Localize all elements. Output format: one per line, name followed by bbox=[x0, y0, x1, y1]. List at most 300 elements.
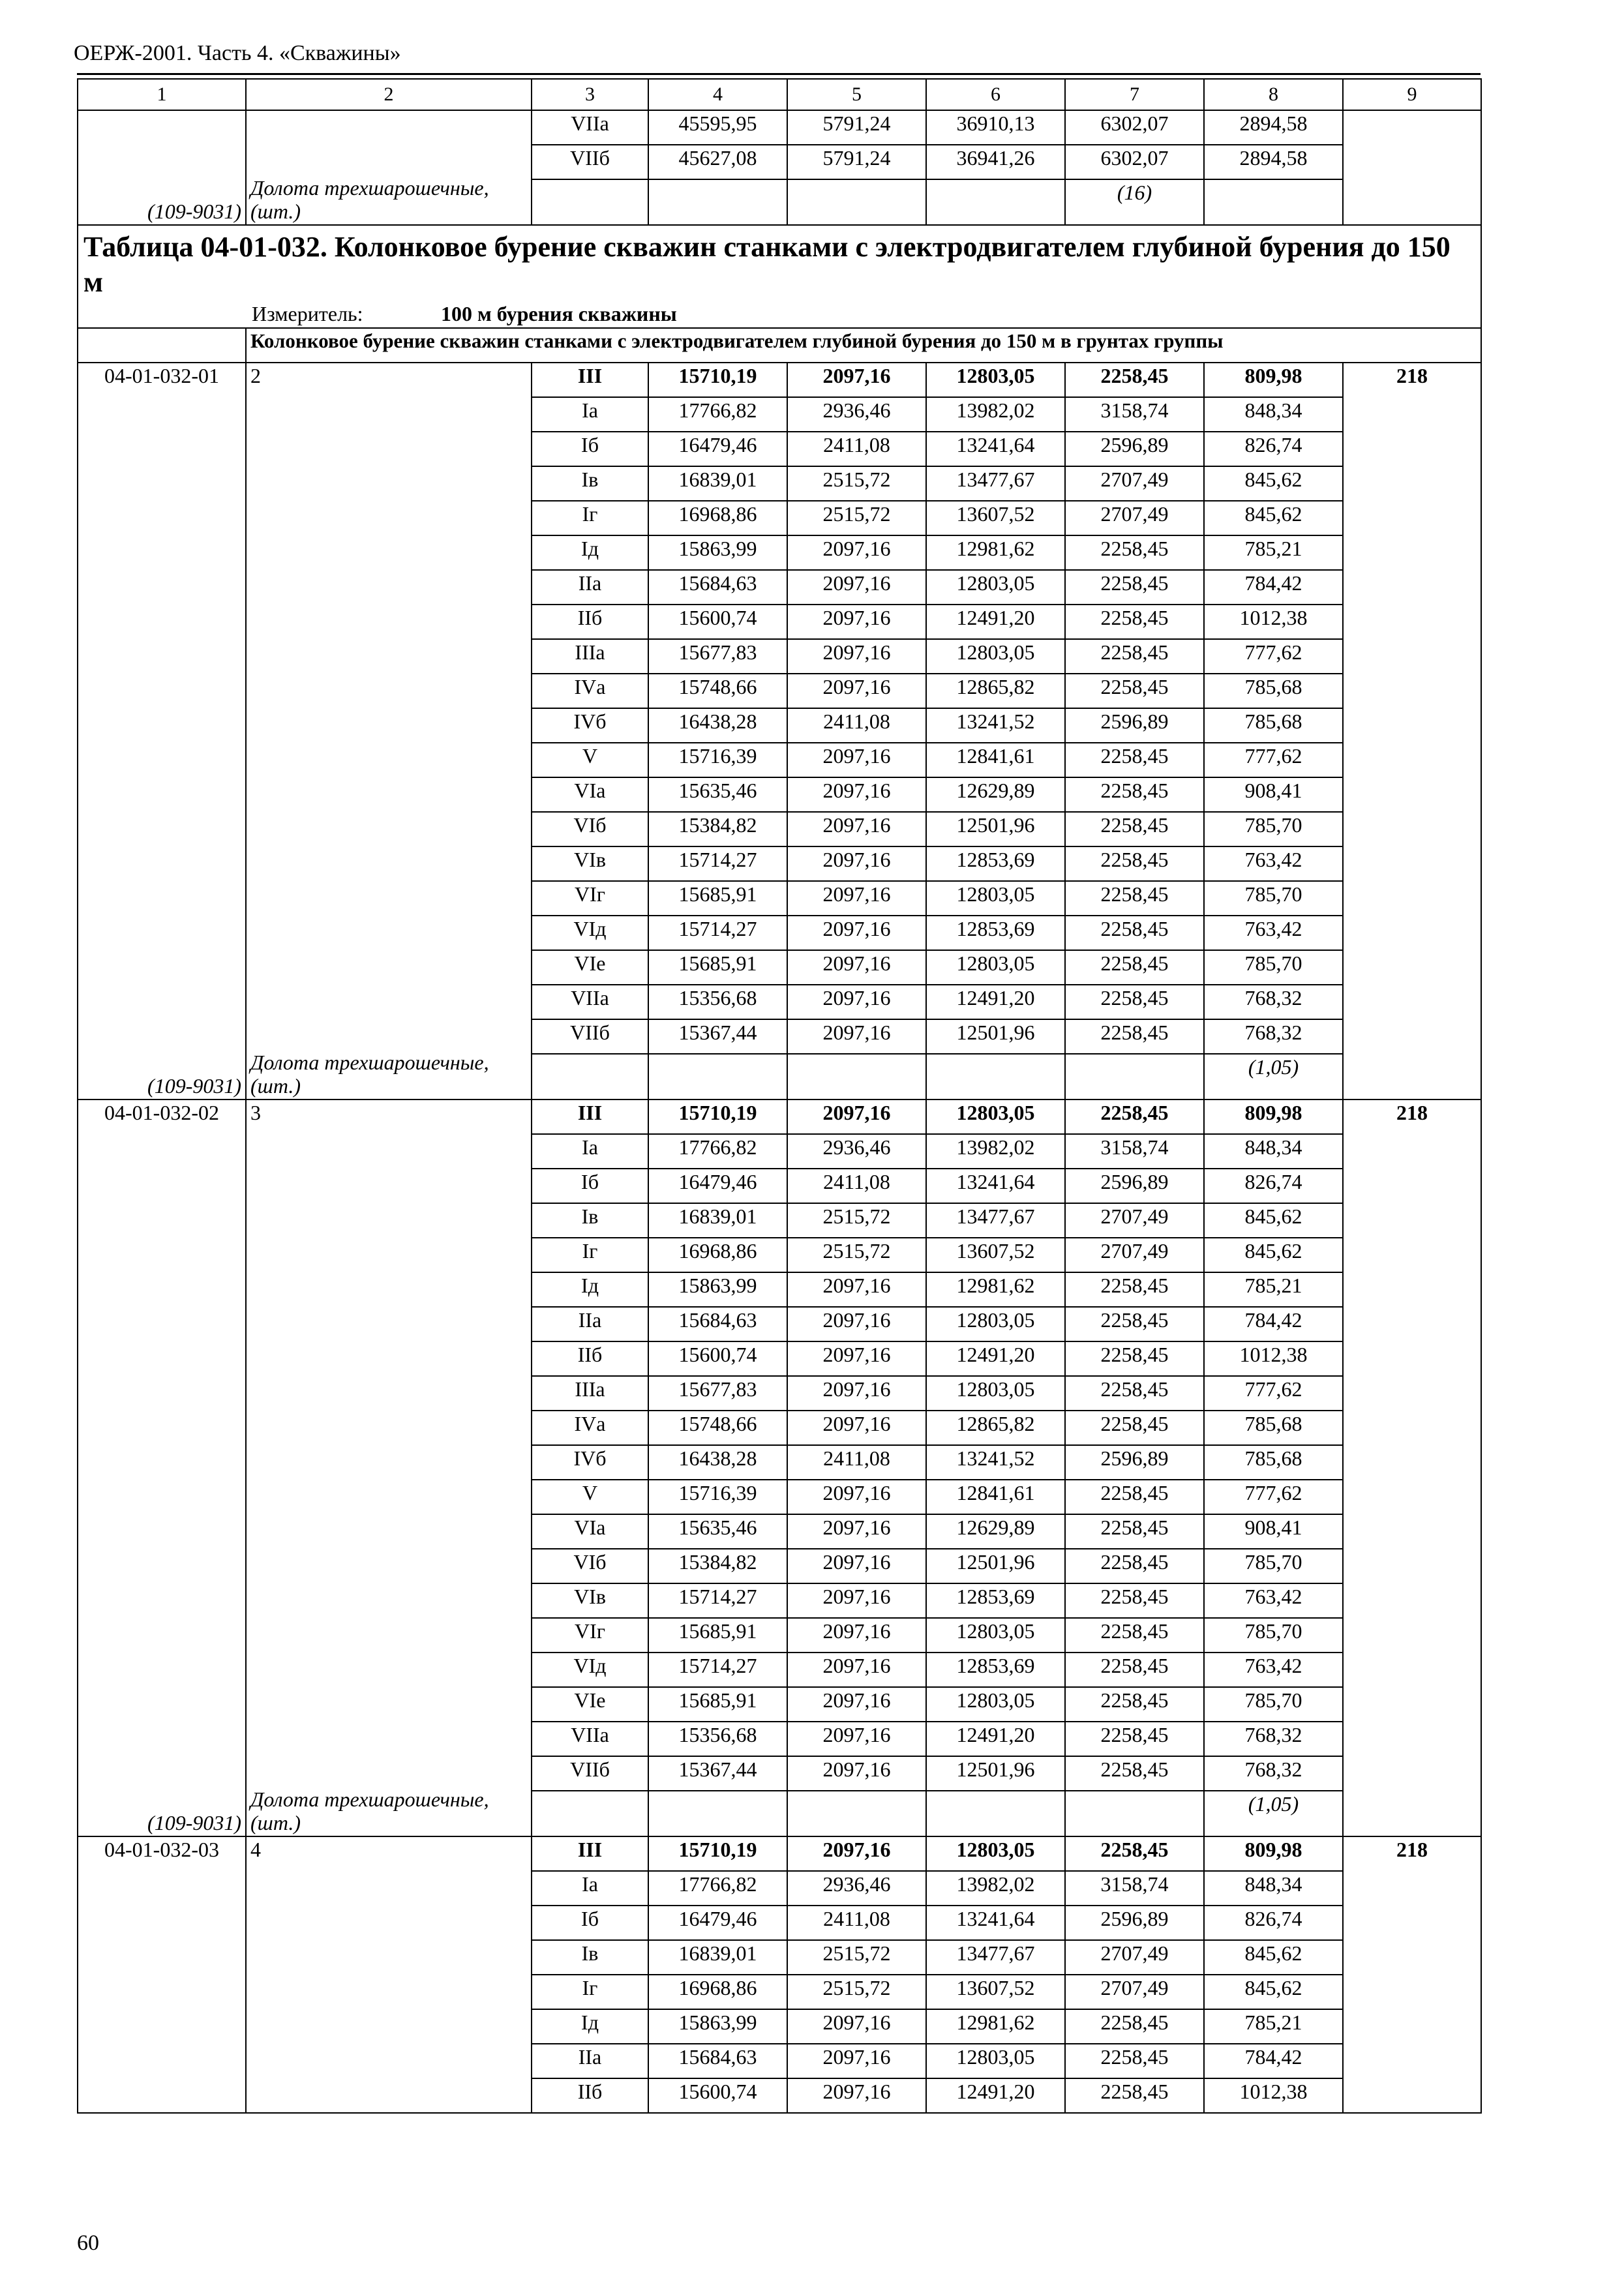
table-meter bbox=[78, 301, 1481, 328]
rate-code: 04-01-032-02 (109-9031) bbox=[78, 1100, 246, 1836]
value-cell: 15684,63 bbox=[648, 2044, 787, 2078]
value-cell: 2258,45 bbox=[1065, 2009, 1204, 2044]
rates-table bbox=[77, 78, 1482, 2114]
material-name: Долота трехшарошечные, (шт.) bbox=[250, 176, 489, 223]
value-cell: 16968,86 bbox=[648, 1238, 787, 1272]
value-cell: 2097,16 bbox=[787, 2078, 926, 2113]
value-cell: 12501,96 bbox=[926, 1019, 1065, 1054]
value-cell: 848,34 bbox=[1204, 397, 1343, 432]
value-cell: 16839,01 bbox=[648, 466, 787, 501]
value-cell: 12803,05 bbox=[926, 363, 1065, 397]
value-cell: 12981,62 bbox=[926, 1272, 1065, 1307]
value-cell: 845,62 bbox=[1204, 1203, 1343, 1238]
value-cell: 2258,45 bbox=[1065, 570, 1204, 605]
value-cell: 2936,46 bbox=[787, 1871, 926, 1906]
soil-group: VIе bbox=[532, 1687, 648, 1722]
value-cell: 2411,08 bbox=[787, 1169, 926, 1203]
value-cell: 2097,16 bbox=[787, 2044, 926, 2078]
material-empty-cell bbox=[1065, 1054, 1204, 1100]
carryover-name-cell bbox=[246, 110, 532, 225]
value-cell: 2258,45 bbox=[1065, 363, 1204, 397]
soil-group: VIIа bbox=[532, 110, 648, 145]
value-cell: 763,42 bbox=[1204, 1653, 1343, 1687]
table-meter-row bbox=[78, 301, 1481, 328]
value-cell: 2097,16 bbox=[787, 1411, 926, 1445]
material-empty-cell bbox=[926, 1791, 1065, 1836]
value-cell: 763,42 bbox=[1204, 916, 1343, 950]
column-number-row bbox=[78, 79, 1481, 110]
value-cell: 785,70 bbox=[1204, 1549, 1343, 1583]
soil-group: Iг bbox=[532, 1975, 648, 2009]
value-cell: 777,62 bbox=[1204, 743, 1343, 777]
value-cell: 2097,16 bbox=[787, 1756, 926, 1791]
value-cell: 809,98 bbox=[1204, 1100, 1343, 1134]
soil-group: Iа bbox=[532, 1871, 648, 1906]
soil-group: VIв bbox=[532, 1583, 648, 1618]
value-cell: 12491,20 bbox=[926, 2078, 1065, 2113]
value-cell: 785,70 bbox=[1204, 1687, 1343, 1722]
value-cell: 12629,89 bbox=[926, 1514, 1065, 1549]
value-cell: 12803,05 bbox=[926, 1100, 1065, 1134]
carryover-code-cell bbox=[78, 110, 246, 225]
soil-group: VIд bbox=[532, 916, 648, 950]
material-empty-cell bbox=[648, 1054, 787, 1100]
value-cell: 2097,16 bbox=[787, 950, 926, 985]
value-cell: 13477,67 bbox=[926, 1203, 1065, 1238]
soil-group: VIа bbox=[532, 777, 648, 812]
value-cell: 13241,64 bbox=[926, 1169, 1065, 1203]
value-cell: 784,42 bbox=[1204, 1307, 1343, 1341]
value-cell: 2596,89 bbox=[1065, 1906, 1204, 1940]
value-cell: 785,68 bbox=[1204, 1445, 1343, 1480]
column-number: 4 bbox=[648, 79, 787, 110]
value-cell: 17766,82 bbox=[648, 1134, 787, 1169]
value-cell: 12803,05 bbox=[926, 1376, 1065, 1411]
value-cell: 3158,74 bbox=[1065, 1871, 1204, 1906]
value-cell: 12491,20 bbox=[926, 985, 1065, 1019]
value-cell: 768,32 bbox=[1204, 1019, 1343, 1054]
value-cell: 15367,44 bbox=[648, 1756, 787, 1791]
soil-group: IIIа bbox=[532, 639, 648, 674]
value-cell: 2258,45 bbox=[1065, 1272, 1204, 1307]
value-cell: 16479,46 bbox=[648, 1906, 787, 1940]
value-cell: 848,34 bbox=[1204, 1134, 1343, 1169]
value-cell: 15685,91 bbox=[648, 1687, 787, 1722]
value-cell: 2258,45 bbox=[1065, 1514, 1204, 1549]
column-number: 5 bbox=[787, 79, 926, 110]
value-cell: 2707,49 bbox=[1065, 466, 1204, 501]
soil-group: VIб bbox=[532, 1549, 648, 1583]
value-cell: 12865,82 bbox=[926, 674, 1065, 708]
value-cell: 809,98 bbox=[1204, 363, 1343, 397]
value-cell: 16479,46 bbox=[648, 1169, 787, 1203]
soil-group: VIб bbox=[532, 812, 648, 846]
value-cell: 2411,08 bbox=[787, 1445, 926, 1480]
value-cell: 13241,64 bbox=[926, 432, 1065, 466]
value-cell: 2097,16 bbox=[787, 1618, 926, 1653]
value-cell: 2258,45 bbox=[1065, 674, 1204, 708]
soil-group: VIе bbox=[532, 950, 648, 985]
soil-group: IVб bbox=[532, 708, 648, 743]
value-cell: 768,32 bbox=[1204, 1756, 1343, 1791]
value-cell: 15684,63 bbox=[648, 570, 787, 605]
table-title: Таблица 04-01-032. Колонковое бурение скважин станками с электродвигателем глубиной бурения до 150 м bbox=[78, 225, 1481, 301]
value-cell: 845,62 bbox=[1204, 1940, 1343, 1975]
value-cell: 12981,62 bbox=[926, 535, 1065, 570]
value-cell: 2097,16 bbox=[787, 1272, 926, 1307]
value-cell: 2258,45 bbox=[1065, 916, 1204, 950]
group-number: 2 Долота трехшарошечные, (шт.) bbox=[246, 363, 532, 1100]
soil-group: VIг bbox=[532, 1618, 648, 1653]
value-cell: 2258,45 bbox=[1065, 1411, 1204, 1445]
value-cell: 2258,45 bbox=[1065, 605, 1204, 639]
value-cell: 15710,19 bbox=[648, 363, 787, 397]
value-cell: 15863,99 bbox=[648, 1272, 787, 1307]
value-cell: 2097,16 bbox=[787, 1100, 926, 1134]
group-header-row bbox=[78, 328, 1481, 363]
value-cell: 2097,16 bbox=[787, 1514, 926, 1549]
value-cell: 2097,16 bbox=[787, 1583, 926, 1618]
value-cell: 45595,95 bbox=[648, 110, 787, 145]
value-cell: 15356,68 bbox=[648, 1722, 787, 1756]
material-empty-cell bbox=[532, 1054, 648, 1100]
value-cell: 15685,91 bbox=[648, 950, 787, 985]
soil-group: Iд bbox=[532, 1272, 648, 1307]
value-cell: 1012,38 bbox=[1204, 1341, 1343, 1376]
value-cell: 15714,27 bbox=[648, 846, 787, 881]
section-main-row bbox=[78, 1100, 1481, 1134]
value-cell: 13241,64 bbox=[926, 1906, 1065, 1940]
material-empty-cell bbox=[1065, 1791, 1204, 1836]
value-cell: 845,62 bbox=[1204, 501, 1343, 535]
column-number: 8 bbox=[1204, 79, 1343, 110]
soil-group: IIа bbox=[532, 570, 648, 605]
soil-group: Iа bbox=[532, 397, 648, 432]
value-cell: 2097,16 bbox=[787, 1480, 926, 1514]
value-cell: 2097,16 bbox=[787, 777, 926, 812]
value-cell: 785,21 bbox=[1204, 2009, 1343, 2044]
value-cell: 15714,27 bbox=[648, 1653, 787, 1687]
value-cell: 12501,96 bbox=[926, 1549, 1065, 1583]
value-cell: 12803,05 bbox=[926, 881, 1065, 916]
value-cell: 16968,86 bbox=[648, 501, 787, 535]
value-cell: 809,98 bbox=[1204, 1836, 1343, 1871]
rate-code: 04-01-032-03 bbox=[78, 1836, 246, 2113]
material-qty: (1,05) bbox=[1204, 1054, 1343, 1100]
value-cell: 2258,45 bbox=[1065, 1376, 1204, 1411]
material-empty-cell bbox=[926, 179, 1065, 225]
value-cell: 845,62 bbox=[1204, 1975, 1343, 2009]
soil-group: IIб bbox=[532, 1341, 648, 1376]
soil-group: VIг bbox=[532, 881, 648, 916]
value-cell: 2258,45 bbox=[1065, 950, 1204, 985]
value-cell: 2258,45 bbox=[1065, 2078, 1204, 2113]
value-cell: 2258,45 bbox=[1065, 1722, 1204, 1756]
value-cell: 15685,91 bbox=[648, 1618, 787, 1653]
value-cell: 2707,49 bbox=[1065, 1975, 1204, 2009]
material-empty-cell bbox=[532, 1791, 648, 1836]
material-name: Долота трехшарошечные, (шт.) bbox=[250, 1051, 489, 1098]
value-cell: 1012,38 bbox=[1204, 605, 1343, 639]
value-cell: 2097,16 bbox=[787, 1019, 926, 1054]
value-cell: 15863,99 bbox=[648, 2009, 787, 2044]
value-cell: 12853,69 bbox=[926, 1583, 1065, 1618]
value-cell: 2258,45 bbox=[1065, 639, 1204, 674]
value-cell: 2097,16 bbox=[787, 985, 926, 1019]
value-cell: 785,70 bbox=[1204, 881, 1343, 916]
column-number: 6 bbox=[926, 79, 1065, 110]
value-cell: 2097,16 bbox=[787, 812, 926, 846]
value-cell: 2097,16 bbox=[787, 846, 926, 881]
value-cell: 15635,46 bbox=[648, 777, 787, 812]
value-cell: 2097,16 bbox=[787, 916, 926, 950]
value-cell: 848,34 bbox=[1204, 1871, 1343, 1906]
value-cell: 845,62 bbox=[1204, 466, 1343, 501]
section-main-row bbox=[78, 363, 1481, 397]
value-cell: 17766,82 bbox=[648, 1871, 787, 1906]
value-cell: 36910,13 bbox=[926, 110, 1065, 145]
value-cell: 15600,74 bbox=[648, 1341, 787, 1376]
value-cell: 2258,45 bbox=[1065, 1100, 1204, 1134]
material-empty-cell bbox=[648, 179, 787, 225]
value-cell: 13477,67 bbox=[926, 466, 1065, 501]
value-cell: 12803,05 bbox=[926, 1618, 1065, 1653]
soil-group: IIа bbox=[532, 1307, 648, 1341]
value-cell: 2097,16 bbox=[787, 1307, 926, 1341]
value-cell: 784,42 bbox=[1204, 2044, 1343, 2078]
value-cell: 13241,52 bbox=[926, 708, 1065, 743]
soil-group: VIIа bbox=[532, 985, 648, 1019]
soil-group: VIа bbox=[532, 1514, 648, 1549]
value-cell: 2097,16 bbox=[787, 363, 926, 397]
col9-cell bbox=[1343, 110, 1481, 225]
rate-code: 04-01-032-01 (109-9031) bbox=[78, 363, 246, 1100]
soil-group: VIIб bbox=[532, 1019, 648, 1054]
value-cell: 15714,27 bbox=[648, 1583, 787, 1618]
value-cell: 12501,96 bbox=[926, 1756, 1065, 1791]
soil-group: VIIб bbox=[532, 1756, 648, 1791]
value-cell: 2258,45 bbox=[1065, 1756, 1204, 1791]
column-number: 9 bbox=[1343, 79, 1481, 110]
value-cell: 3158,74 bbox=[1065, 397, 1204, 432]
meter-label: Измеритель: bbox=[252, 302, 363, 325]
value-cell: 768,32 bbox=[1204, 985, 1343, 1019]
value-cell: 763,42 bbox=[1204, 1583, 1343, 1618]
value-cell: 12491,20 bbox=[926, 1722, 1065, 1756]
value-cell: 2258,45 bbox=[1065, 1618, 1204, 1653]
value-cell: 15748,66 bbox=[648, 1411, 787, 1445]
value-cell: 785,70 bbox=[1204, 1618, 1343, 1653]
material-empty-cell bbox=[648, 1791, 787, 1836]
value-cell: 2707,49 bbox=[1065, 1940, 1204, 1975]
value-cell: 36941,26 bbox=[926, 145, 1065, 179]
group-header: Колонковое бурение скважин станками с электродвигателем глубиной бурения до 150 м в грунтах группы bbox=[246, 328, 1481, 363]
value-cell: 16479,46 bbox=[648, 432, 787, 466]
soil-group: Iа bbox=[532, 1134, 648, 1169]
value-cell: 785,68 bbox=[1204, 674, 1343, 708]
page-number: 60 bbox=[77, 2231, 99, 2255]
col9-value: 218 bbox=[1343, 363, 1481, 1100]
section-main-row bbox=[78, 1836, 1481, 1871]
value-cell: 15714,27 bbox=[648, 916, 787, 950]
material-empty-cell bbox=[532, 179, 648, 225]
value-cell: 2097,16 bbox=[787, 881, 926, 916]
value-cell: 785,21 bbox=[1204, 1272, 1343, 1307]
value-cell: 2936,46 bbox=[787, 1134, 926, 1169]
soil-group: IIа bbox=[532, 2044, 648, 2078]
value-cell: 15684,63 bbox=[648, 1307, 787, 1341]
value-cell: 2596,89 bbox=[1065, 1169, 1204, 1203]
soil-group: Iд bbox=[532, 2009, 648, 2044]
value-cell: 2097,16 bbox=[787, 535, 926, 570]
value-cell: 12491,20 bbox=[926, 605, 1065, 639]
value-cell: 12803,05 bbox=[926, 570, 1065, 605]
soil-group: IVа bbox=[532, 1411, 648, 1445]
soil-group: Iв bbox=[532, 1203, 648, 1238]
soil-group: Iг bbox=[532, 1238, 648, 1272]
column-number: 2 bbox=[246, 79, 532, 110]
value-cell: 12865,82 bbox=[926, 1411, 1065, 1445]
value-cell: 2411,08 bbox=[787, 708, 926, 743]
value-cell: 2097,16 bbox=[787, 1653, 926, 1687]
value-cell: 2258,45 bbox=[1065, 1687, 1204, 1722]
value-cell: 13607,52 bbox=[926, 1975, 1065, 2009]
soil-group: Iв bbox=[532, 1940, 648, 1975]
value-cell: 2097,16 bbox=[787, 639, 926, 674]
soil-group: VIд bbox=[532, 1653, 648, 1687]
value-cell: 13982,02 bbox=[926, 397, 1065, 432]
material-name: Долота трехшарошечные, (шт.) bbox=[250, 1788, 489, 1834]
value-cell: 2258,45 bbox=[1065, 1653, 1204, 1687]
col9-value: 218 bbox=[1343, 1100, 1481, 1836]
value-cell: 2258,45 bbox=[1065, 1307, 1204, 1341]
value-cell: 2258,45 bbox=[1065, 1549, 1204, 1583]
value-cell: 2258,45 bbox=[1065, 535, 1204, 570]
value-cell: 15748,66 bbox=[648, 674, 787, 708]
value-cell: 15716,39 bbox=[648, 1480, 787, 1514]
value-cell: 13241,52 bbox=[926, 1445, 1065, 1480]
soil-group: IIб bbox=[532, 605, 648, 639]
value-cell: 6302,07 bbox=[1065, 110, 1204, 145]
value-cell: 12629,89 bbox=[926, 777, 1065, 812]
value-cell: 15677,83 bbox=[648, 1376, 787, 1411]
value-cell: 2097,16 bbox=[787, 605, 926, 639]
col9-value: 218 bbox=[1343, 1836, 1481, 2113]
value-cell: 12853,69 bbox=[926, 1653, 1065, 1687]
material-empty-cell bbox=[787, 179, 926, 225]
value-cell: 2097,16 bbox=[787, 2009, 926, 2044]
soil-group: IVа bbox=[532, 674, 648, 708]
value-cell: 2894,58 bbox=[1204, 110, 1343, 145]
value-cell: 826,74 bbox=[1204, 432, 1343, 466]
value-cell: 12803,05 bbox=[926, 639, 1065, 674]
value-cell: 2596,89 bbox=[1065, 1445, 1204, 1480]
material-qty: (1,05) bbox=[1204, 1791, 1343, 1836]
value-cell: 2258,45 bbox=[1065, 812, 1204, 846]
value-cell: 2097,16 bbox=[787, 1549, 926, 1583]
soil-group: Iг bbox=[532, 501, 648, 535]
soil-group: III bbox=[532, 1836, 648, 1871]
value-cell: 908,41 bbox=[1204, 777, 1343, 812]
value-cell: 15356,68 bbox=[648, 985, 787, 1019]
value-cell: 2097,16 bbox=[787, 570, 926, 605]
soil-group: V bbox=[532, 1480, 648, 1514]
value-cell: 15677,83 bbox=[648, 639, 787, 674]
value-cell: 12803,05 bbox=[926, 1307, 1065, 1341]
value-cell: 2097,16 bbox=[787, 743, 926, 777]
value-cell: 2411,08 bbox=[787, 1906, 926, 1940]
value-cell: 13607,52 bbox=[926, 1238, 1065, 1272]
material-empty-cell bbox=[926, 1054, 1065, 1100]
value-cell: 2097,16 bbox=[787, 1836, 926, 1871]
value-cell: 2258,45 bbox=[1065, 846, 1204, 881]
value-cell: 16839,01 bbox=[648, 1940, 787, 1975]
value-cell: 2515,72 bbox=[787, 501, 926, 535]
value-cell: 3158,74 bbox=[1065, 1134, 1204, 1169]
value-cell: 2258,45 bbox=[1065, 1341, 1204, 1376]
soil-group: IIб bbox=[532, 2078, 648, 2113]
value-cell: 1012,38 bbox=[1204, 2078, 1343, 2113]
value-cell: 777,62 bbox=[1204, 639, 1343, 674]
value-cell: 12491,20 bbox=[926, 1341, 1065, 1376]
material-empty-cell bbox=[787, 1054, 926, 1100]
material-code: (109-9031) bbox=[147, 1074, 241, 1098]
value-cell: 12853,69 bbox=[926, 916, 1065, 950]
material-code: (109-9031) bbox=[147, 200, 241, 223]
value-cell: 2097,16 bbox=[787, 1722, 926, 1756]
column-number: 1 bbox=[78, 79, 246, 110]
value-cell: 784,42 bbox=[1204, 570, 1343, 605]
soil-group: Iв bbox=[532, 466, 648, 501]
soil-group: V bbox=[532, 743, 648, 777]
material-empty-cell bbox=[787, 1791, 926, 1836]
value-cell: 763,42 bbox=[1204, 846, 1343, 881]
value-cell: 12841,61 bbox=[926, 743, 1065, 777]
value-cell: 16839,01 bbox=[648, 1203, 787, 1238]
value-cell: 15367,44 bbox=[648, 1019, 787, 1054]
soil-group: IVб bbox=[532, 1445, 648, 1480]
soil-group: VIIб bbox=[532, 145, 648, 179]
soil-group: III bbox=[532, 363, 648, 397]
column-number: 7 bbox=[1065, 79, 1204, 110]
carryover-row bbox=[78, 110, 1481, 145]
value-cell: 826,74 bbox=[1204, 1169, 1343, 1203]
value-cell: 777,62 bbox=[1204, 1480, 1343, 1514]
value-cell: 2097,16 bbox=[787, 674, 926, 708]
value-cell: 15716,39 bbox=[648, 743, 787, 777]
value-cell: 2894,58 bbox=[1204, 145, 1343, 179]
value-cell: 2258,45 bbox=[1065, 881, 1204, 916]
value-cell: 15710,19 bbox=[648, 1100, 787, 1134]
value-cell: 13477,67 bbox=[926, 1940, 1065, 1975]
value-cell: 15600,74 bbox=[648, 605, 787, 639]
soil-group: Iб bbox=[532, 432, 648, 466]
value-cell: 785,21 bbox=[1204, 535, 1343, 570]
value-cell: 2515,72 bbox=[787, 1238, 926, 1272]
material-qty: (16) bbox=[1065, 179, 1204, 225]
value-cell: 826,74 bbox=[1204, 1906, 1343, 1940]
value-cell: 2258,45 bbox=[1065, 777, 1204, 812]
value-cell: 13607,52 bbox=[926, 501, 1065, 535]
value-cell: 2515,72 bbox=[787, 1940, 926, 1975]
value-cell: 2258,45 bbox=[1065, 1019, 1204, 1054]
value-cell: 17766,82 bbox=[648, 397, 787, 432]
running-header: ОЕРЖ-2001. Часть 4. «Скважины» bbox=[74, 41, 401, 65]
value-cell: 2097,16 bbox=[787, 1376, 926, 1411]
value-cell: 2707,49 bbox=[1065, 501, 1204, 535]
value-cell: 5791,24 bbox=[787, 145, 926, 179]
value-cell: 12981,62 bbox=[926, 2009, 1065, 2044]
